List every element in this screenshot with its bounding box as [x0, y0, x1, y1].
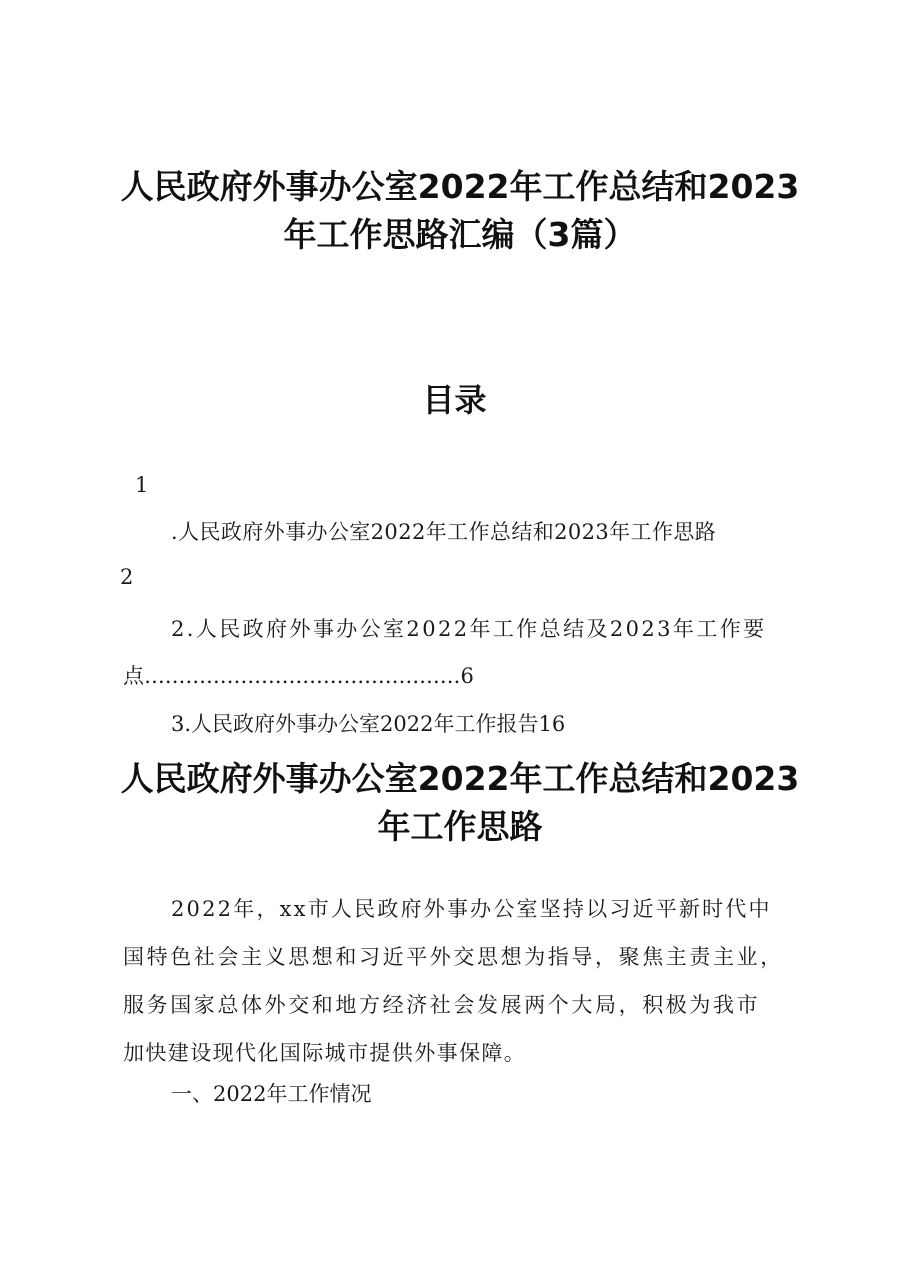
intro-line: 2022年，xx市人民政府外事办公室坚持以习近平新时代中 [171, 897, 772, 921]
intro-line: 国特色社会主义思想和习近平外交思想为指导，聚焦主责主业， [123, 945, 784, 969]
intro-line: 加快建设现代化国际城市提供外事保障。 [123, 1041, 527, 1065]
document-title-line2: 年工作思路汇编（3篇） [283, 215, 637, 254]
document-title-line1: 人民政府外事办公室2022年工作总结和2023 [120, 167, 800, 206]
section-title-line2: 年工作思路 [377, 807, 543, 846]
section-title [80, 755, 840, 851]
toc-item2-continuation[interactable]: 点..............................................6 [123, 664, 475, 688]
section-heading-1: 一、2022年工作情况 [171, 1082, 372, 1106]
toc-item1-text[interactable]: .人民政府外事办公室2022年工作总结和2023年工作思路 [171, 520, 717, 544]
toc-heading: 目录 [422, 381, 487, 419]
toc-item3-text[interactable]: 3.人民政府外事办公室2022年工作报告16 [171, 712, 566, 736]
intro-line: 服务国家总体外交和地方经济社会发展两个大局，积极为我市 [123, 993, 761, 1017]
toc-item1-number[interactable]: 1 [135, 473, 149, 497]
toc-item1-page[interactable]: 2 [120, 565, 134, 589]
document-title [80, 163, 840, 259]
intro-paragraph [123, 885, 808, 1077]
toc-item2-text[interactable]: 2.人民政府外事办公室2022年工作总结及2023年工作要 [171, 617, 767, 641]
section-title-line1: 人民政府外事办公室2022年工作总结和2023 [120, 759, 800, 798]
